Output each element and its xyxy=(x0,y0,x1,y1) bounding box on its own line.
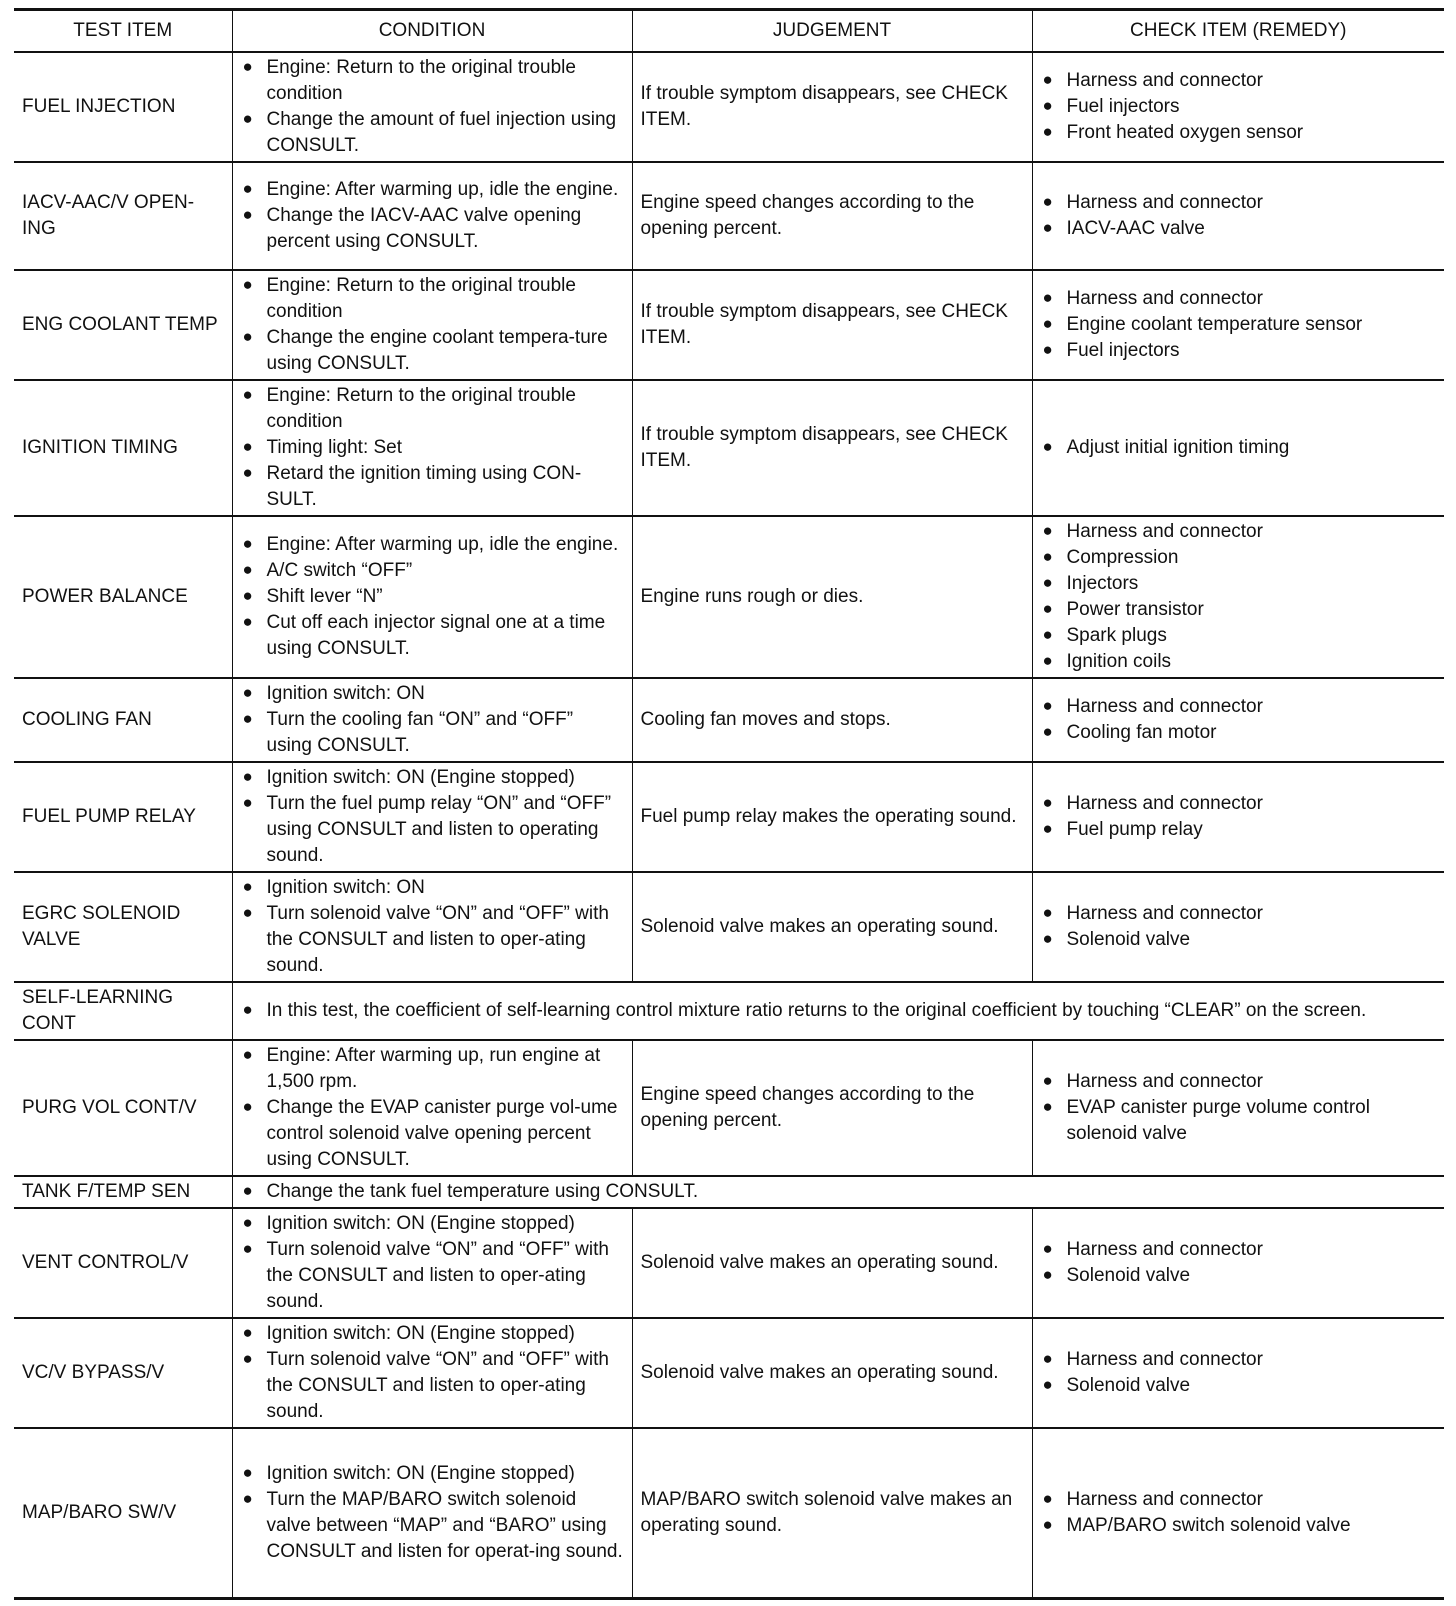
check-item-cell xyxy=(1032,270,1444,380)
check-item-cell xyxy=(1032,52,1444,162)
judgement-cell: Engine speed changes according to the opening percent. xyxy=(632,1040,1032,1176)
check-item: ● Injectors xyxy=(1041,571,1437,597)
condition-cell xyxy=(232,1318,632,1428)
judgement-cell: If trouble symptom disappears, see CHECK ITEM. xyxy=(632,270,1032,380)
condition-cell xyxy=(232,162,632,270)
check-item-cell xyxy=(1032,762,1444,872)
condition-item: ● Change the EVAP canister purge vol-ume control solenoid valve opening percent using CONSULT. xyxy=(241,1095,624,1173)
judgement-cell: Engine runs rough or dies. xyxy=(632,516,1032,678)
test-item-cell: VENT CONTROL/V xyxy=(14,1208,232,1318)
check-list xyxy=(1041,901,1437,953)
check-item: ● Front heated oxygen sensor xyxy=(1041,120,1437,146)
judgement-cell: Fuel pump relay makes the operating sound. xyxy=(632,762,1032,872)
check-item: ● Harness and connector xyxy=(1041,286,1437,312)
condition-item: ● Ignition switch: ON xyxy=(241,875,624,901)
condition-item: ● Engine: Return to the original trouble condition xyxy=(241,55,624,107)
test-item-cell: PURG VOL CONT/V xyxy=(14,1040,232,1176)
table-row xyxy=(14,1318,1444,1428)
condition-list xyxy=(241,273,624,377)
check-item: ● Harness and connector xyxy=(1041,519,1437,545)
note-item: ● In this test, the coefficient of self-learning control mixture ratio returns to the original coefficient by touching “CLEAR” on the screen. xyxy=(241,998,1437,1024)
condition-list xyxy=(241,55,624,159)
table-body xyxy=(14,52,1444,1598)
header-test-item: TEST ITEM xyxy=(14,10,232,53)
check-item: ● Harness and connector xyxy=(1041,901,1437,927)
condition-item: ● Ignition switch: ON (Engine stopped) xyxy=(241,765,624,791)
table-row xyxy=(14,1176,1444,1208)
table-row xyxy=(14,162,1444,270)
check-item: ● Harness and connector xyxy=(1041,190,1437,216)
condition-item: ● Engine: After warming up, idle the engine. xyxy=(241,177,624,203)
check-list xyxy=(1041,190,1437,242)
condition-cell xyxy=(232,1428,632,1598)
check-list xyxy=(1041,435,1437,461)
test-item-cell: POWER BALANCE xyxy=(14,516,232,678)
table-row xyxy=(14,762,1444,872)
condition-cell xyxy=(232,270,632,380)
condition-cell xyxy=(232,762,632,872)
check-item: ● Adjust initial ignition timing xyxy=(1041,435,1437,461)
condition-list xyxy=(241,681,624,759)
condition-item: ● Turn the MAP/BARO switch solenoid valve between “MAP” and “BARO” using CONSULT and listen for operat-ing sound. xyxy=(241,1487,624,1565)
condition-item: ● Turn solenoid valve “ON” and “OFF” with the CONSULT and listen to oper-ating sound. xyxy=(241,901,624,979)
table-row xyxy=(14,678,1444,762)
condition-item: ● Ignition switch: ON (Engine stopped) xyxy=(241,1321,624,1347)
condition-list xyxy=(241,765,624,869)
table-row xyxy=(14,1208,1444,1318)
check-item: ● Harness and connector xyxy=(1041,1069,1437,1095)
check-item: ● IACV-AAC valve xyxy=(1041,216,1437,242)
table-row xyxy=(14,982,1444,1040)
condition-cell xyxy=(232,52,632,162)
test-item-cell: FUEL PUMP RELAY xyxy=(14,762,232,872)
check-item-cell xyxy=(1032,516,1444,678)
check-item: ● Fuel pump relay xyxy=(1041,817,1437,843)
check-item: ● Cooling fan motor xyxy=(1041,720,1437,746)
check-item: ● Spark plugs xyxy=(1041,623,1437,649)
check-item: ● Harness and connector xyxy=(1041,1237,1437,1263)
check-item: ● Fuel injectors xyxy=(1041,338,1437,364)
check-item-cell xyxy=(1032,1040,1444,1176)
condition-cell xyxy=(232,516,632,678)
check-item-cell xyxy=(1032,1318,1444,1428)
condition-item: ● Timing light: Set xyxy=(241,435,624,461)
check-list xyxy=(1041,791,1437,843)
test-item-cell: IACV-AAC/V OPEN-ING xyxy=(14,162,232,270)
judgement-cell: Solenoid valve makes an operating sound. xyxy=(632,1318,1032,1428)
note-list xyxy=(241,1179,1437,1205)
test-item-cell: ENG COOLANT TEMP xyxy=(14,270,232,380)
note-cell xyxy=(232,982,1444,1040)
condition-item: ● Retard the ignition timing using CON-SULT. xyxy=(241,461,624,513)
condition-item: ● Ignition switch: ON xyxy=(241,681,624,707)
condition-cell xyxy=(232,872,632,982)
condition-cell xyxy=(232,1040,632,1176)
table-row xyxy=(14,52,1444,162)
check-list xyxy=(1041,68,1437,146)
condition-item: ● Engine: Return to the original trouble condition xyxy=(241,383,624,435)
table-row xyxy=(14,872,1444,982)
condition-list xyxy=(241,1043,624,1173)
header-row xyxy=(14,10,1444,53)
table-row xyxy=(14,1428,1444,1598)
note-item: ● Change the tank fuel temperature using CONSULT. xyxy=(241,1179,1437,1205)
condition-item: ● Change the engine coolant tempera-ture using CONSULT. xyxy=(241,325,624,377)
condition-list xyxy=(241,177,624,255)
condition-item: ● Ignition switch: ON (Engine stopped) xyxy=(241,1211,624,1237)
header-judgement: JUDGEMENT xyxy=(632,10,1032,53)
check-item: ● Harness and connector xyxy=(1041,694,1437,720)
condition-list xyxy=(241,383,624,513)
condition-cell xyxy=(232,678,632,762)
check-list xyxy=(1041,1237,1437,1289)
active-test-table xyxy=(14,8,1444,1600)
table-row xyxy=(14,380,1444,516)
check-item: ● Harness and connector xyxy=(1041,791,1437,817)
table-row xyxy=(14,1040,1444,1176)
test-item-cell: IGNITION TIMING xyxy=(14,380,232,516)
condition-list xyxy=(241,875,624,979)
condition-list xyxy=(241,532,624,662)
test-item-cell: MAP/BARO SW/V xyxy=(14,1428,232,1598)
condition-cell xyxy=(232,380,632,516)
condition-cell xyxy=(232,1208,632,1318)
condition-item: ● Turn the fuel pump relay “ON” and “OFF” using CONSULT and listen to operating sound. xyxy=(241,791,624,869)
check-item: ● EVAP canister purge volume control solenoid valve xyxy=(1041,1095,1437,1147)
check-item: ● Compression xyxy=(1041,545,1437,571)
condition-item: ● Turn solenoid valve “ON” and “OFF” with the CONSULT and listen to oper-ating sound. xyxy=(241,1347,624,1425)
check-list xyxy=(1041,1347,1437,1399)
judgement-cell: If trouble symptom disappears, see CHECK ITEM. xyxy=(632,380,1032,516)
test-item-cell: EGRC SOLENOID VALVE xyxy=(14,872,232,982)
judgement-cell: Solenoid valve makes an operating sound. xyxy=(632,1208,1032,1318)
table-header xyxy=(14,10,1444,53)
test-item-cell: FUEL INJECTION xyxy=(14,52,232,162)
check-item: ● Fuel injectors xyxy=(1041,94,1437,120)
check-item: ● Solenoid valve xyxy=(1041,927,1437,953)
table-row xyxy=(14,270,1444,380)
condition-item: ● A/C switch “OFF” xyxy=(241,558,624,584)
test-item-cell: VC/V BYPASS/V xyxy=(14,1318,232,1428)
table-row xyxy=(14,516,1444,678)
check-item-cell xyxy=(1032,1208,1444,1318)
active-test-document xyxy=(14,8,1444,1600)
header-condition: CONDITION xyxy=(232,10,632,53)
condition-item: ● Turn the cooling fan “ON” and “OFF” using CONSULT. xyxy=(241,707,624,759)
condition-item: ● Engine: Return to the original trouble condition xyxy=(241,273,624,325)
judgement-cell: Solenoid valve makes an operating sound. xyxy=(632,872,1032,982)
judgement-cell: If trouble symptom disappears, see CHECK ITEM. xyxy=(632,52,1032,162)
judgement-cell: Engine speed changes according to the opening percent. xyxy=(632,162,1032,270)
check-item-cell xyxy=(1032,1428,1444,1598)
check-list xyxy=(1041,1487,1437,1539)
check-item: ● Engine coolant temperature sensor xyxy=(1041,312,1437,338)
condition-item: ● Ignition switch: ON (Engine stopped) xyxy=(241,1461,624,1487)
check-item-cell xyxy=(1032,872,1444,982)
condition-item: ● Shift lever “N” xyxy=(241,584,624,610)
header-check-item: CHECK ITEM (REMEDY) xyxy=(1032,10,1444,53)
check-item: ● Harness and connector xyxy=(1041,68,1437,94)
check-list xyxy=(1041,1069,1437,1147)
condition-list xyxy=(241,1321,624,1425)
test-item-cell: SELF-LEARNING CONT xyxy=(14,982,232,1040)
check-item-cell xyxy=(1032,380,1444,516)
check-item: ● Power transistor xyxy=(1041,597,1437,623)
condition-list xyxy=(241,1461,624,1565)
test-item-cell: TANK F/TEMP SEN xyxy=(14,1176,232,1208)
judgement-cell: MAP/BARO switch solenoid valve makes an operating sound. xyxy=(632,1428,1032,1598)
condition-item: ● Engine: After warming up, run engine at 1,500 rpm. xyxy=(241,1043,624,1095)
condition-list xyxy=(241,1211,624,1315)
judgement-cell: Cooling fan moves and stops. xyxy=(632,678,1032,762)
check-list xyxy=(1041,694,1437,746)
check-item: ● Solenoid valve xyxy=(1041,1263,1437,1289)
note-cell xyxy=(232,1176,1444,1208)
check-list xyxy=(1041,519,1437,675)
check-item: ● MAP/BARO switch solenoid valve xyxy=(1041,1513,1437,1539)
check-item: ● Harness and connector xyxy=(1041,1487,1437,1513)
check-item-cell xyxy=(1032,678,1444,762)
check-item: ● Solenoid valve xyxy=(1041,1373,1437,1399)
check-item: ● Ignition coils xyxy=(1041,649,1437,675)
condition-item: ● Change the IACV-AAC valve opening percent using CONSULT. xyxy=(241,203,624,255)
test-item-cell: COOLING FAN xyxy=(14,678,232,762)
condition-item: ● Engine: After warming up, idle the engine. xyxy=(241,532,624,558)
condition-item: ● Turn solenoid valve “ON” and “OFF” with the CONSULT and listen to oper-ating sound. xyxy=(241,1237,624,1315)
note-list xyxy=(241,998,1437,1024)
check-list xyxy=(1041,286,1437,364)
check-item: ● Harness and connector xyxy=(1041,1347,1437,1373)
check-item-cell xyxy=(1032,162,1444,270)
condition-item: ● Cut off each injector signal one at a time using CONSULT. xyxy=(241,610,624,662)
condition-item: ● Change the amount of fuel injection using CONSULT. xyxy=(241,107,624,159)
